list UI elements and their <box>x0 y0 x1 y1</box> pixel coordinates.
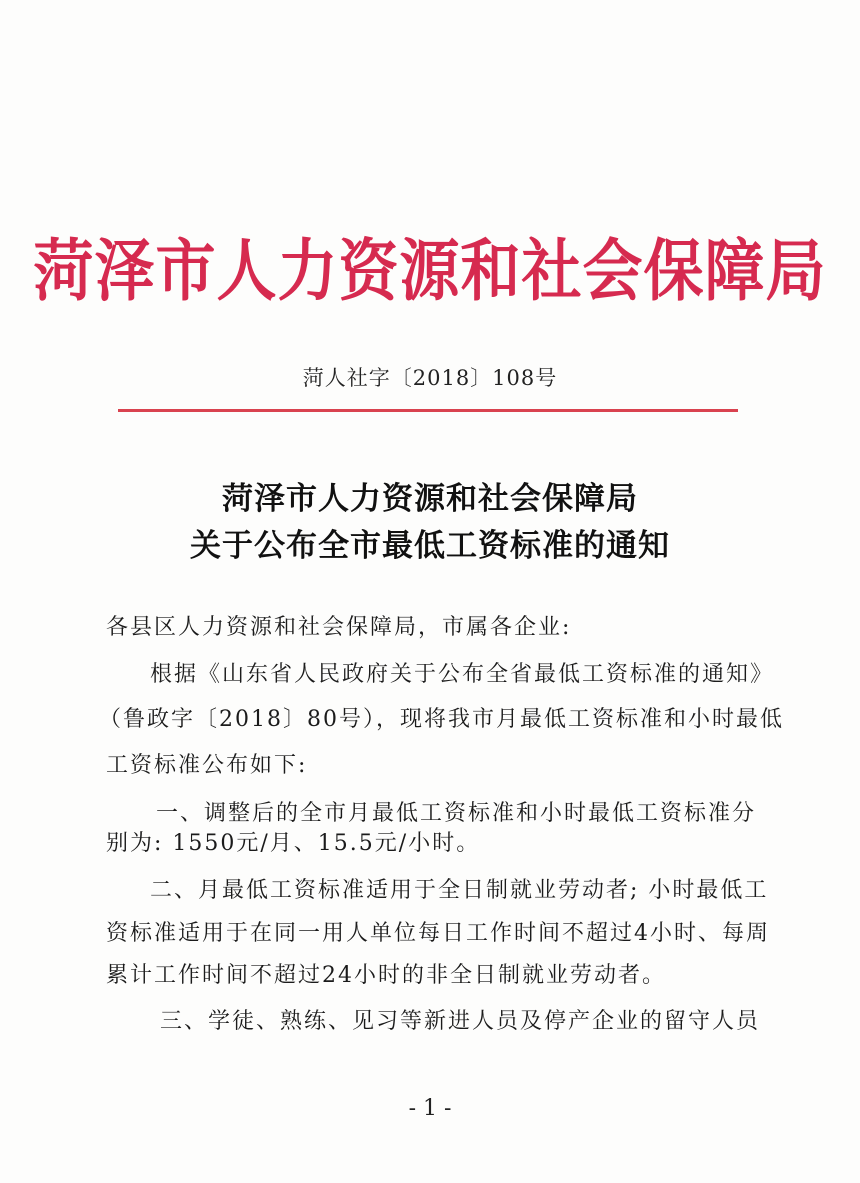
body-line: 累计工作时间不超过24小时的非全日制就业劳动者。 <box>106 963 666 988</box>
body-line: 二、月最低工资标准适用于全日制就业劳动者; 小时最低工 <box>150 878 769 903</box>
page-number: - 1 - <box>408 1096 452 1121</box>
body-line: 一、调整后的全市月最低工资标准和小时最低工资标准分 <box>156 801 757 826</box>
issuing-organization-header: 菏泽市人力资源和社会保障局 <box>33 232 827 311</box>
body-line: （鲁政字〔2018〕80号），现将我市月最低工资标准和小时最低 <box>99 707 784 732</box>
body-line: 根据《山东省人民政府关于公布全省最低工资标准的通知》 <box>150 662 775 687</box>
red-divider-line <box>118 409 738 412</box>
document-title-line-2: 关于公布全市最低工资标准的通知 <box>190 528 670 564</box>
body-line: 资标准适用于在同一用人单位每日工作时间不超过4小时、每周 <box>106 921 770 946</box>
document-title-line-1: 菏泽市人力资源和社会保障局 <box>222 481 638 517</box>
body-line: 工资标准公布如下: <box>106 753 308 778</box>
body-line-salutation: 各县区人力资源和社会保障局，市属各企业: <box>106 615 572 640</box>
body-line: 三、学徒、熟练、见习等新进人员及停产企业的留守人员 <box>160 1009 761 1034</box>
document-number: 菏人社字〔2018〕108号 <box>302 366 558 390</box>
body-line: 别为: 1550元/月、15.5元/小时。 <box>106 831 481 856</box>
